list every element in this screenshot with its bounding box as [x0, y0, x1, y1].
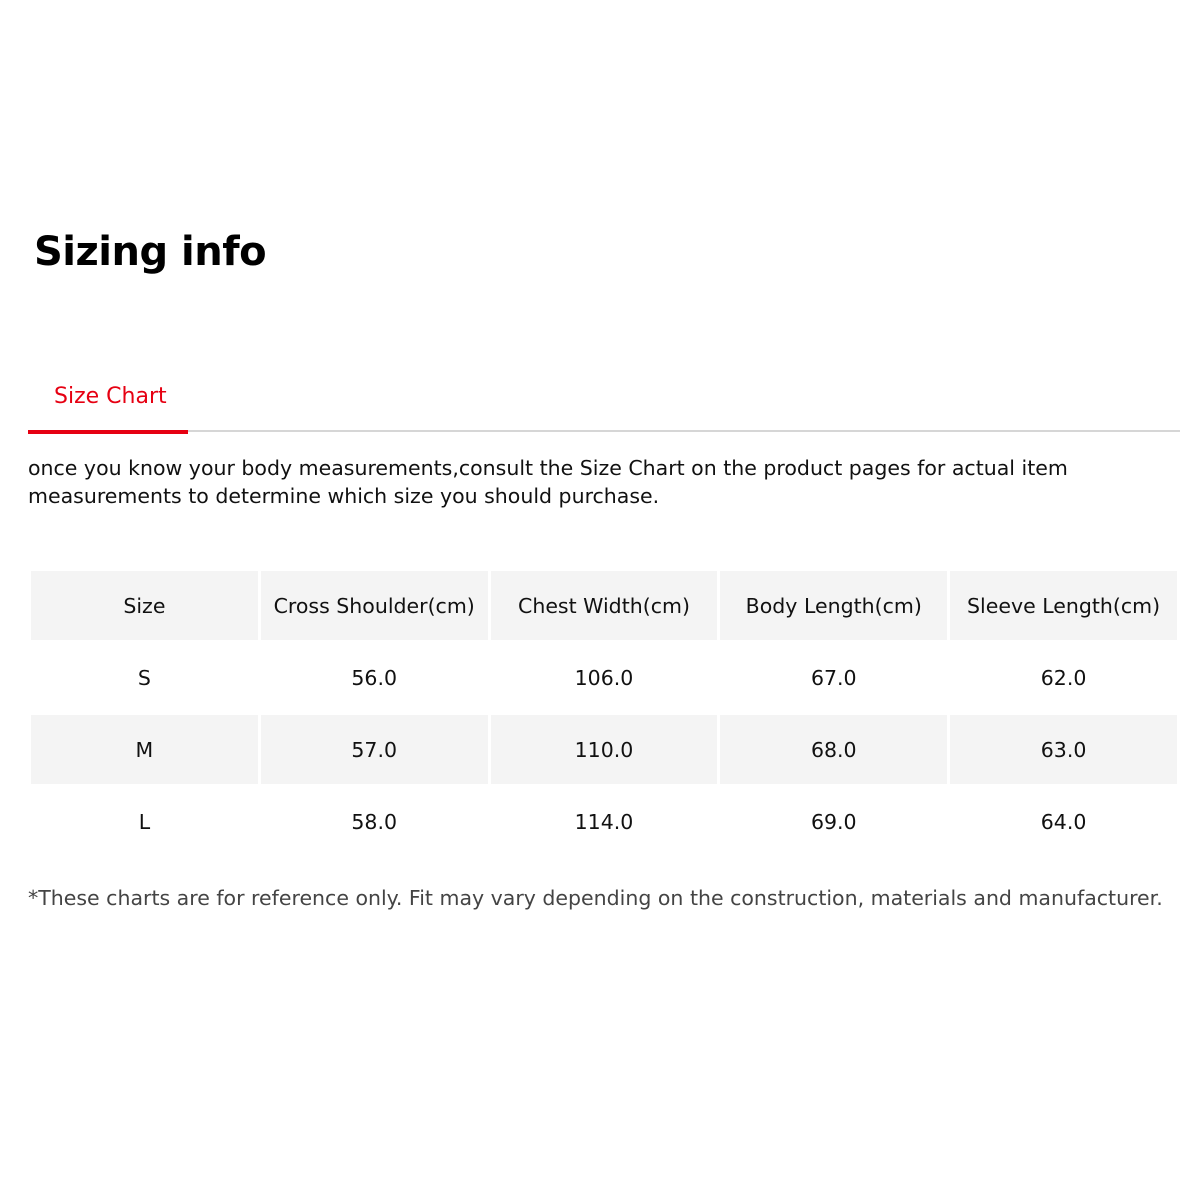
header-cross-shoulder: Cross Shoulder(cm)	[261, 571, 488, 640]
cell-chest-width: 114.0	[574, 809, 634, 834]
table-header-row	[31, 571, 1177, 640]
table-row	[31, 787, 1177, 856]
header-chest-width: Chest Width(cm)	[491, 571, 718, 640]
tab-active-indicator	[28, 430, 188, 434]
cell-body-length: 68.0	[720, 715, 947, 784]
table-row	[31, 643, 1177, 712]
cell-size: S	[137, 665, 151, 690]
header-size: Size	[31, 571, 258, 640]
header-sleeve-length: Sleeve Length(cm)	[950, 571, 1177, 640]
tab-size-chart-label: Size Chart	[54, 384, 167, 409]
table-row	[31, 715, 1177, 784]
cell-chest-width: 110.0	[491, 715, 718, 784]
cell-sleeve-length: 63.0	[950, 715, 1177, 784]
page-title: Sizing info	[34, 229, 267, 275]
cell-body-length: 67.0	[810, 665, 857, 690]
cell-sleeve-length: 62.0	[1040, 665, 1087, 690]
cell-cross-shoulder: 56.0	[351, 665, 398, 690]
cell-cross-shoulder: 58.0	[351, 809, 398, 834]
intro-text: once you know your body measurements,consult the Size Chart on the product pages for actual item measurements to determine which size you should purchase.	[28, 456, 1068, 508]
cell-sleeve-length: 64.0	[1040, 809, 1087, 834]
cell-body-length: 69.0	[810, 809, 857, 834]
cell-size: M	[31, 715, 258, 784]
header-body-length: Body Length(cm)	[720, 571, 947, 640]
disclaimer-footnote: *These charts are for reference only. Fit may vary depending on the construction, materials and manufacturer.	[28, 886, 1163, 910]
cell-size: L	[138, 809, 151, 834]
size-table	[28, 568, 1180, 859]
cell-chest-width: 106.0	[574, 665, 634, 690]
tab-bar	[28, 372, 1180, 432]
cell-cross-shoulder: 57.0	[261, 715, 488, 784]
tab-size-chart[interactable]	[28, 372, 188, 432]
